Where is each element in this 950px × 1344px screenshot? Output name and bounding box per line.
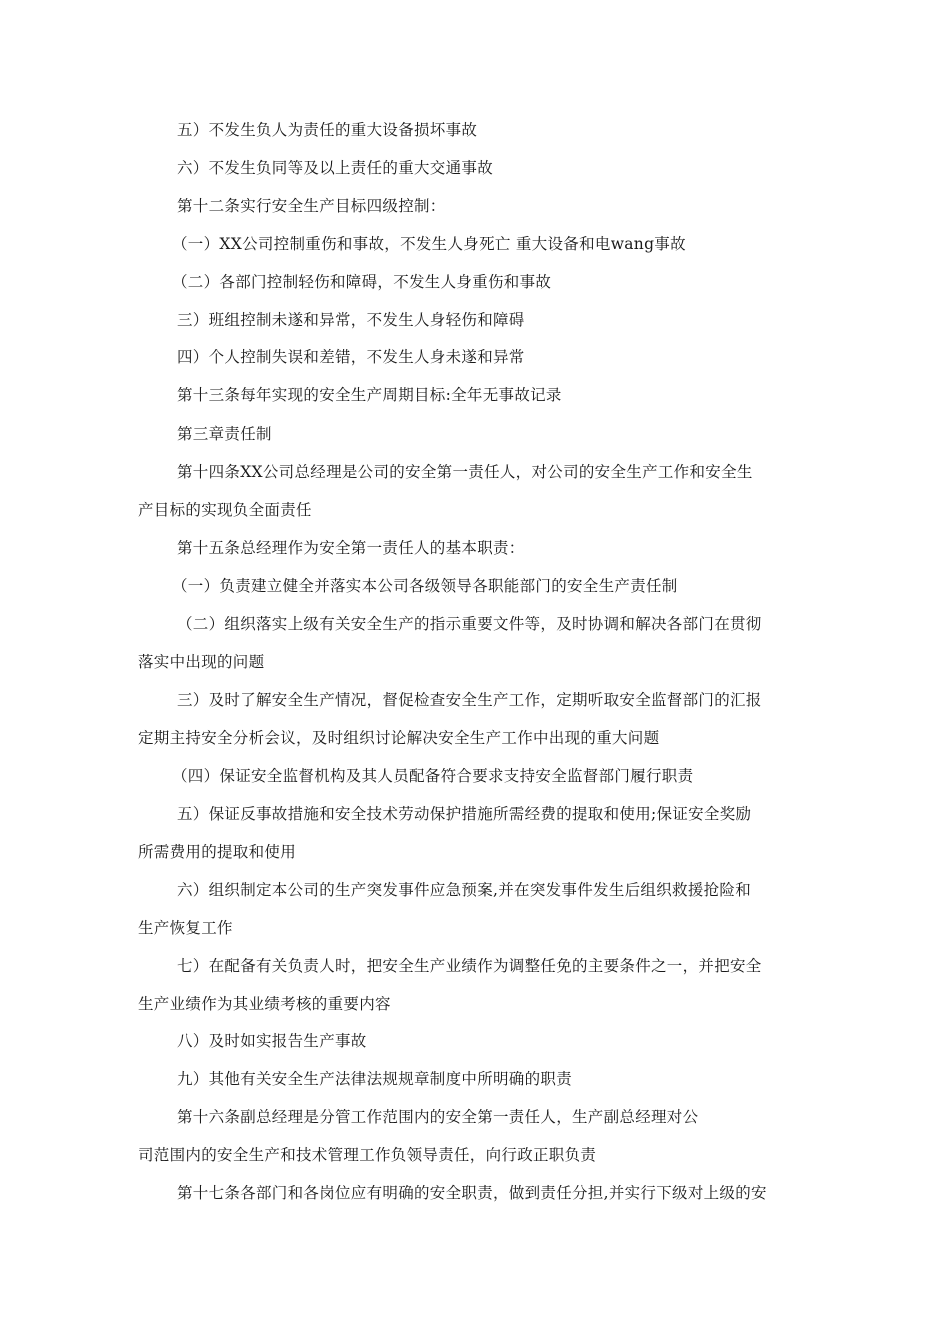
text-line: （二）各部门控制轻伤和障碍，不发生人身重伤和事故: [172, 273, 552, 291]
text-line: 四）个人控制失误和差错，不发生人身未遂和异常: [177, 348, 525, 366]
text-line: （二）组织落实上级有关安全生产的指示重要文件等，及时协调和解决各部门在贯彻: [177, 615, 762, 633]
text-line: （一）XX公司控制重伤和事故，不发生人身死亡 重大设备和电wang事故: [172, 235, 686, 253]
text-line: 五）不发生负人为责任的重大设备损坏事故: [177, 121, 478, 139]
text-line: 第十四条XX公司总经理是公司的安全第一责任人，对公司的安全生产工作和安全生: [177, 463, 753, 481]
text-line: 七）在配备有关负责人时，把安全生产业绩作为调整任免的主要条件之一，并把安全: [177, 957, 762, 975]
text-line: 五）保证反事故措施和安全技术劳动保护措施所需经费的提取和使用;保证安全奖励: [177, 805, 752, 823]
text-line: 落实中出现的问题: [138, 653, 265, 671]
text-line: 六）组织制定本公司的生产突发事件应急预案,并在突发事件发生后组织救援抢险和: [177, 881, 752, 899]
text-line: 九）其他有关安全生产法律法规规章制度中所明确的职责: [177, 1070, 573, 1088]
text-line: 司范围内的安全生产和技术管理工作负领导责任，向行政正职负责: [138, 1146, 597, 1164]
text-line: （四）保证安全监督机构及其人员配备符合要求支持安全监督部门履行职责: [172, 767, 694, 785]
text-line: 定期主持安全分析会议，及时组织讨论解决安全生产工作中出现的重大问题: [138, 729, 660, 747]
text-line: 第十五条总经理作为安全第一责任人的基本职责：: [177, 539, 525, 557]
text-line: 八）及时如实报告生产事故: [177, 1032, 367, 1050]
text-line: 生产业绩作为其业绩考核的重要内容: [138, 995, 391, 1013]
text-line: 三）班组控制未遂和异常，不发生人身轻伤和障碍: [177, 311, 525, 329]
text-line: （一）负责建立健全并落实本公司各级领导各职能部门的安全生产责任制: [172, 577, 678, 595]
text-line: 第十六条副总经理是分管工作范围内的安全第一责任人，生产副总经理对公: [177, 1108, 699, 1126]
text-line: 第十二条实行安全生产目标四级控制：: [177, 197, 446, 215]
text-line: 第十七条各部门和各岗位应有明确的安全职责，做到责任分担,并实行下级对上级的安: [177, 1184, 767, 1202]
text-line: 所需费用的提取和使用: [138, 843, 297, 861]
text-line: 六）不发生负同等及以上责任的重大交通事故: [177, 159, 494, 177]
text-line: 生产恢复工作: [138, 919, 233, 937]
section-heading: 第三章责任制: [177, 425, 272, 443]
text-line: 第十三条每年实现的安全生产周期目标:全年无事故记录: [177, 386, 562, 404]
text-line: 三）及时了解安全生产情况，督促检查安全生产工作，定期听取安全监督部门的汇报: [177, 691, 762, 709]
text-line: 产目标的实现负全面责任: [138, 501, 312, 519]
